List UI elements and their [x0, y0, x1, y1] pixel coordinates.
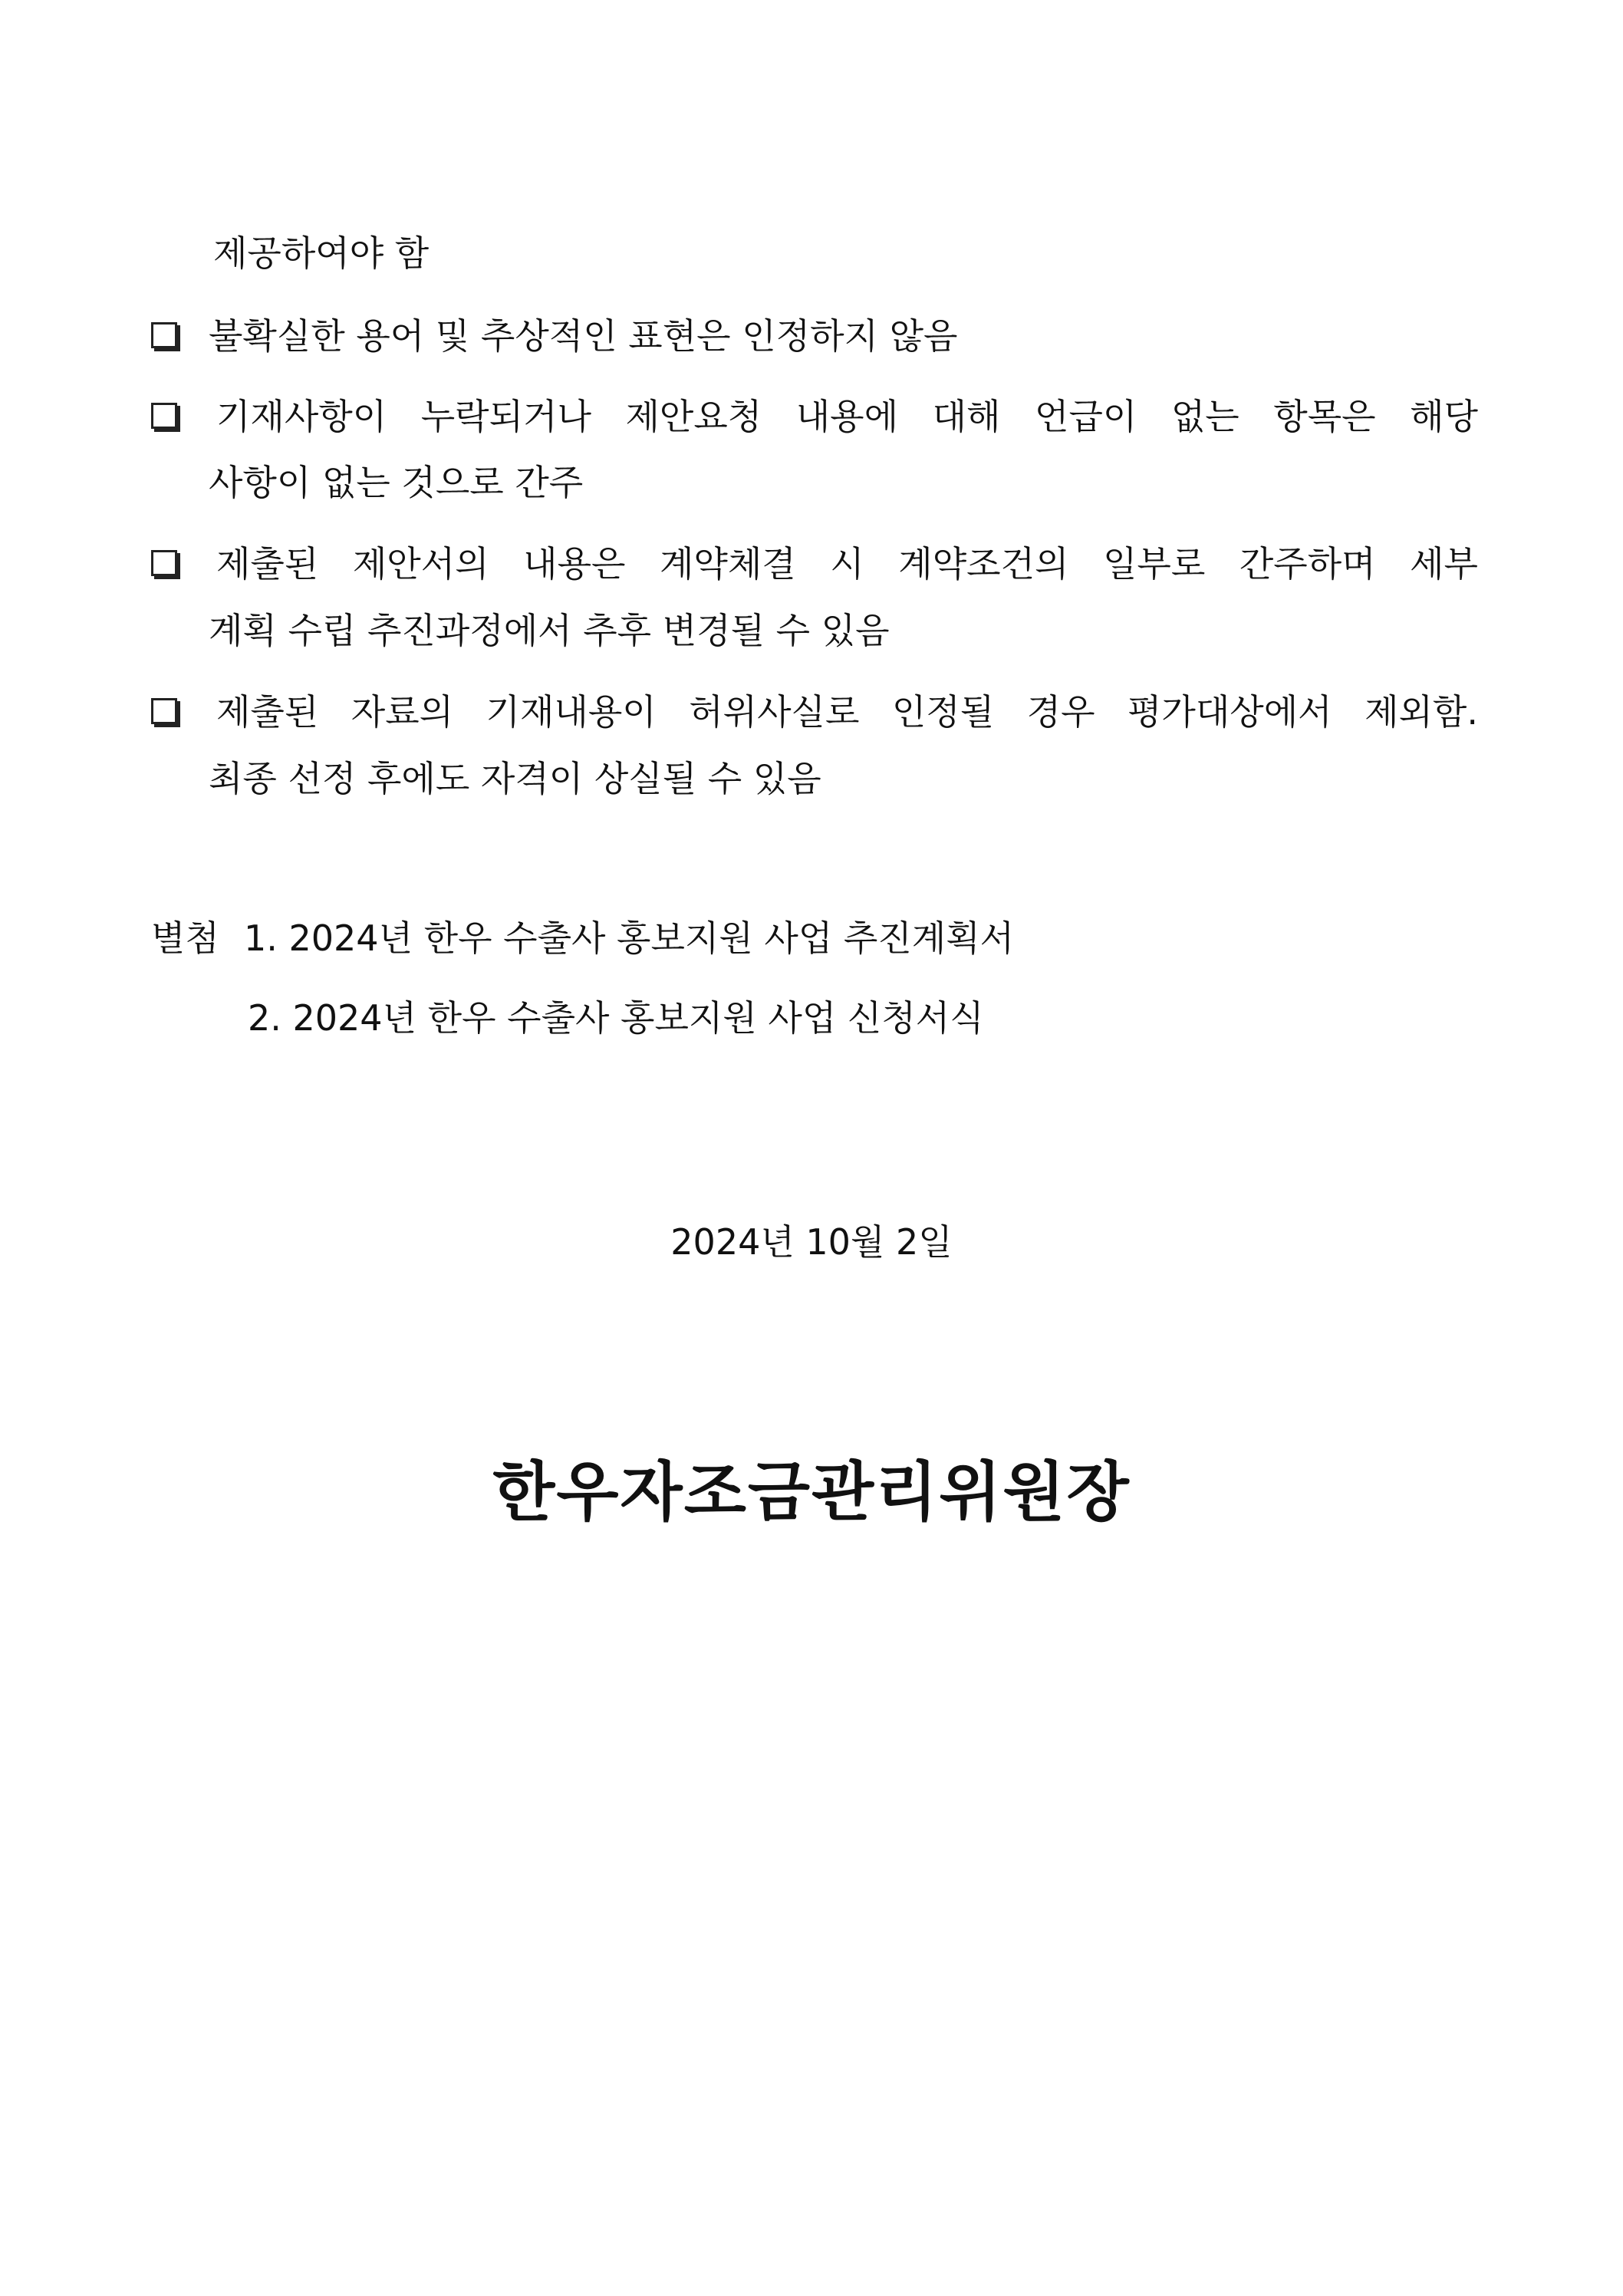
checkbox-bullet-icon	[151, 550, 177, 576]
checkbox-bullet-icon	[151, 322, 177, 348]
notice-item-4-line-1: 제출된 자료의 기재내용이 허위사실로 인정될 경우 평가대상에서 제외함.	[216, 691, 1478, 733]
attachment-item-2: 2. 2024년 한우 수출사 홍보지원 사업 신청서식	[248, 997, 984, 1039]
attachment-item-1: 1. 2024년 한우 수출사 홍보지원 사업 추진계획서	[244, 917, 1015, 959]
checkbox-bullet-icon	[151, 698, 177, 724]
notice-item-2-line-1: 기재사항이 누락되거나 제안요청 내용에 대해 언급이 없는 항목은 해당	[216, 396, 1478, 437]
attachment-label: 별첨	[151, 917, 219, 959]
issuer-title: 한우자조금관리위원장	[492, 1454, 1131, 1530]
notice-item-2-line-2: 사항이 없는 것으로 간주	[209, 462, 584, 503]
notice-item-3-line-1: 제출된 제안서의 내용은 계약체결 시 계약조건의 일부로 간주하며 세부	[216, 543, 1478, 585]
document-date: 2024년 10월 2일	[670, 1221, 953, 1263]
notice-item-1: 불확실한 용어 및 추상적인 표현은 인정하지 않음	[209, 315, 958, 357]
continuation-text: 제공하여야 함	[213, 232, 430, 274]
checkbox-bullet-icon	[151, 403, 177, 429]
notice-item-4-line-2: 최종 선정 후에도 자격이 상실될 수 있음	[209, 758, 821, 799]
notice-item-3-line-2: 계획 수립 추진과정에서 추후 변경될 수 있음	[209, 610, 890, 651]
